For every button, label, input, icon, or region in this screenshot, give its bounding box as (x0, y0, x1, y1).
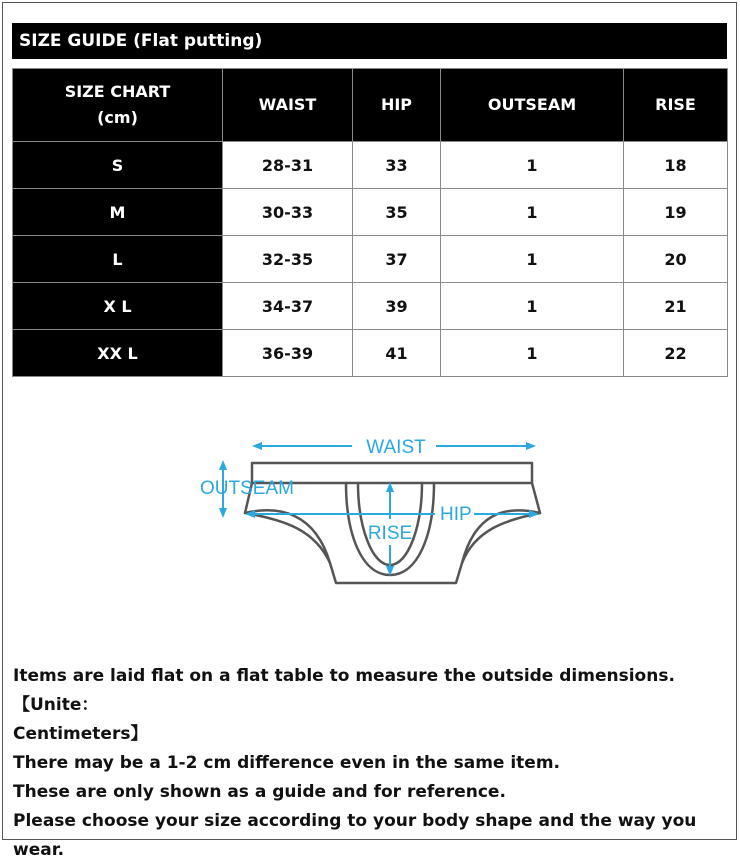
table-row (13, 236, 728, 283)
left-leg-opening (245, 510, 330, 563)
waist-label: WAIST (366, 437, 426, 458)
size-cell: XX L (13, 330, 223, 377)
outseam-arrowhead-top (219, 460, 227, 470)
outseam-cell: 1 (441, 189, 624, 236)
hip-cell: 41 (353, 330, 441, 377)
waistband-shape (252, 463, 532, 483)
rise-cell: 20 (624, 236, 728, 283)
header-rise: RISE (624, 69, 728, 142)
table-row (13, 330, 728, 377)
waist-cell: 32-35 (223, 236, 353, 283)
note-line: Centimeters】 (13, 724, 148, 744)
waist-arrowhead-right (526, 442, 536, 450)
hip-cell: 37 (353, 236, 441, 283)
hip-cell: 33 (353, 142, 441, 189)
hip-cell: 35 (353, 189, 441, 236)
note-line: Please choose your size according to your body shape and the way you wear. (13, 811, 697, 860)
table-header-row (13, 69, 728, 142)
hip-label: HIP (440, 504, 472, 525)
header-outseam: OUTSEAM (441, 69, 624, 142)
note-line: Items are laid flat on a flat table to measure the outside dimensions.【Unite： (13, 666, 675, 715)
waist-arrowhead-left (252, 442, 262, 450)
table-row (13, 189, 728, 236)
rise-cell: 19 (624, 189, 728, 236)
header-size-chart-line1: SIZE CHART (64, 82, 171, 101)
size-cell: X L (13, 283, 223, 330)
outseam-cell: 1 (441, 142, 624, 189)
table-row (13, 283, 728, 330)
page-title: SIZE GUIDE (Flat putting) (12, 23, 727, 59)
waist-cell: 36-39 (223, 330, 353, 377)
outseam-label: OUTSEAM (200, 478, 294, 499)
rise-cell: 18 (624, 142, 728, 189)
outseam-cell: 1 (441, 283, 624, 330)
measurement-labels (200, 437, 472, 544)
note-line: There may be a 1-2 cm difference even in the same item. (13, 753, 561, 773)
hip-cell: 39 (353, 283, 441, 330)
size-chart-table (12, 68, 728, 377)
header-hip: HIP (353, 69, 441, 142)
size-cell: L (13, 236, 223, 283)
header-size-chart (13, 69, 223, 142)
outseam-cell: 1 (441, 236, 624, 283)
size-cell: S (13, 142, 223, 189)
measurement-notes (13, 662, 728, 865)
right-leg-opening (462, 510, 540, 563)
rise-label: RISE (367, 523, 413, 544)
waist-cell: 30-33 (223, 189, 353, 236)
waist-cell: 34-37 (223, 283, 353, 330)
rise-cell: 22 (624, 330, 728, 377)
rise-cell: 21 (624, 283, 728, 330)
size-cell: M (13, 189, 223, 236)
note-line: These are only shown as a guide and for reference. (13, 782, 506, 802)
outseam-arrowhead-bottom (219, 508, 227, 518)
table-row (13, 142, 728, 189)
waist-cell: 28-31 (223, 142, 353, 189)
outseam-cell: 1 (441, 330, 624, 377)
brief-measurement-diagram (190, 425, 550, 595)
header-waist: WAIST (223, 69, 353, 142)
header-size-chart-line2: (cm) (97, 108, 138, 127)
